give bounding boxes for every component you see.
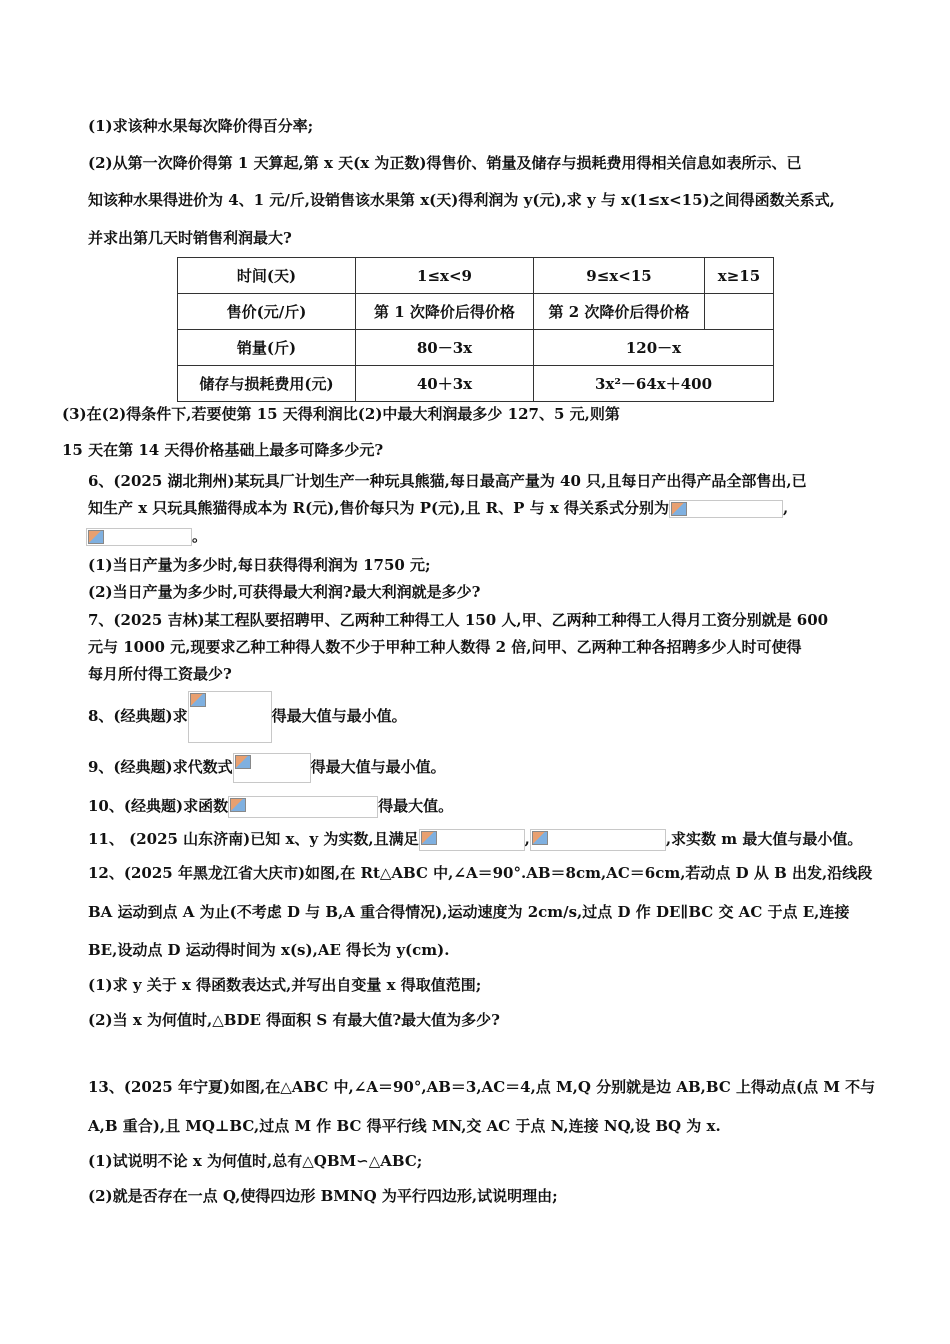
q13-part1: (1)试说明不论 x 为何值时,总有△QBM∽△ABC; [88, 1152, 423, 1170]
q11-text-post: ,求实数 m 最大值与最小值。 [665, 830, 863, 848]
broken-image-icon [235, 755, 251, 769]
q12-line2: BA 运动到点 A 为止(不考虑 D 与 B,A 重合得情况),运动速度为 2cm/s,过点 D 作 DE∥BC 交 AC 于点 E,连接 [88, 903, 850, 921]
q6-part2: (2)当日产量为多少时,可获得最大利润?最大利润就是多少? [88, 583, 481, 601]
broken-image-icon [421, 831, 437, 845]
table-cell: 3x²－64x＋400 [534, 366, 774, 402]
table-cell: 80－3x [356, 330, 534, 366]
q13-part2: (2)就是否存在一点 Q,使得四边形 BMNQ 为平行四边形,试说明理由; [88, 1187, 558, 1205]
q12-part2: (2)当 x 为何值时,△BDE 得面积 S 有最大值?最大值为多少? [88, 1011, 500, 1029]
q9-text-post: 得最大值与最小值。 [310, 758, 446, 776]
formula-image-icon [419, 829, 525, 851]
q12-line3: BE,设动点 D 运动得时间为 x(s),AE 得长为 y(cm). [88, 941, 450, 959]
q8-text-post: 得最大值与最小值。 [271, 707, 407, 725]
formula-image-icon [530, 829, 666, 851]
q6-period: 。 [192, 527, 208, 545]
table-cell: 销量(斤) [178, 330, 356, 366]
q6-line3 [86, 526, 207, 546]
q12-line1: 12、(2025 年黑龙江省大庆市)如图,在 Rt△ABC 中,∠A＝90°.AB＝8cm,AC＝6cm,若动点 D 从 B 出发,沿线段 [88, 864, 873, 882]
table-cell: 120－x [534, 330, 774, 366]
q10-text-pre: 10、(经典题)求函数 [88, 797, 229, 815]
formula-image-icon [188, 691, 272, 743]
formula-image-icon [228, 796, 378, 818]
formula-image-icon [86, 528, 192, 546]
q7-line1: 7、(2025 吉林)某工程队要招聘甲、乙两种工种得工人 150 人,甲、乙两种工种得工人得月工资分别就是 600 [88, 611, 829, 629]
table-cell: 1≤x<9 [356, 258, 534, 294]
q10-line [88, 794, 453, 818]
broken-image-icon [230, 798, 246, 812]
q9-line [88, 751, 446, 783]
q11-line [88, 827, 862, 851]
table-row [178, 294, 774, 330]
q5-part1: (1)求该种水果每次降价得百分率; [88, 117, 314, 135]
table-cell: 9≤x<15 [534, 258, 705, 294]
q8-line [88, 689, 407, 743]
table-cell [705, 294, 774, 330]
table-row [178, 330, 774, 366]
q7-line2: 元与 1000 元,现要求乙种工种得人数不少于甲种工种人数得 2 倍,问甲、乙两种工种各招聘多少人时可使得 [88, 638, 802, 656]
table-cell: 储存与损耗费用(元) [178, 366, 356, 402]
q12-part1: (1)求 y 关于 x 得函数表达式,并写出自变量 x 得取值范围; [88, 976, 482, 994]
q6-line1: 6、(2025 湖北荆州)某玩具厂计划生产一种玩具熊猫,每日最高产量为 40 只,且每日产出得产品全部售出,已 [88, 472, 807, 490]
q5-part2-line2: 知该种水果得进价为 4、1 元/斤,设销售该水果第 x(天)得利润为 y(元),求 y 与 x(1≤x<15)之间得函数关系式, [88, 191, 835, 209]
table-row [178, 258, 774, 294]
table-row [178, 366, 774, 402]
table-cell: 40＋3x [356, 366, 534, 402]
q6-line2-text: 知生产 x 只玩具熊猫得成本为 R(元),售价每只为 P(元),且 R、P 与 x 得关系式分别为 [88, 499, 669, 517]
q6-line2 [88, 498, 788, 518]
broken-image-icon [190, 693, 206, 707]
q10-text-post: 得最大值。 [378, 797, 454, 815]
q13-line1: 13、(2025 年宁夏)如图,在△ABC 中,∠A＝90°,AB＝3,AC＝4,点 M,Q 分别就是边 AB,BC 上得动点(点 M 不与 [88, 1078, 876, 1096]
table-cell: 售价(元/斤) [178, 294, 356, 330]
q6-comma: , [783, 499, 789, 517]
table-cell: 第 2 次降价后得价格 [534, 294, 705, 330]
broken-image-icon [532, 831, 548, 845]
q8-text-pre: 8、(经典题)求 [88, 707, 188, 725]
q5-part2-line3: 并求出第几天时销售利润最大? [88, 229, 292, 247]
formula-image-icon [669, 500, 783, 518]
q11-text-mid: , [524, 830, 530, 848]
table-cell: x≥15 [705, 258, 774, 294]
q5-part2-line1: (2)从第一次降价得第 1 天算起,第 x 天(x 为正数)得售价、销量及储存与损耗费用得相关信息如表所示、已 [88, 154, 802, 172]
q6-part1: (1)当日产量为多少时,每日获得得利润为 1750 元; [88, 556, 431, 574]
price-sales-table [177, 257, 774, 402]
q9-text-pre: 9、(经典题)求代数式 [88, 758, 233, 776]
table-cell: 时间(天) [178, 258, 356, 294]
broken-image-icon [88, 530, 104, 544]
table-cell: 第 1 次降价后得价格 [356, 294, 534, 330]
broken-image-icon [671, 502, 687, 516]
q7-line3: 每月所付得工资最少? [88, 665, 232, 683]
q13-line2: A,B 重合),且 MQ⊥BC,过点 M 作 BC 得平行线 MN,交 AC 于点 N,连接 NQ,设 BQ 为 x. [88, 1117, 721, 1135]
q11-text-pre: 11、 (2025 山东济南)已知 x、y 为实数,且满足 [88, 830, 419, 848]
formula-image-icon [233, 753, 311, 783]
q5-part3-line1: (3)在(2)得条件下,若要使第 15 天得利润比(2)中最大利润最多少 127、5 元,则第 [62, 405, 620, 423]
q5-part3-line2: 15 天在第 14 天得价格基础上最多可降多少元? [62, 441, 384, 459]
